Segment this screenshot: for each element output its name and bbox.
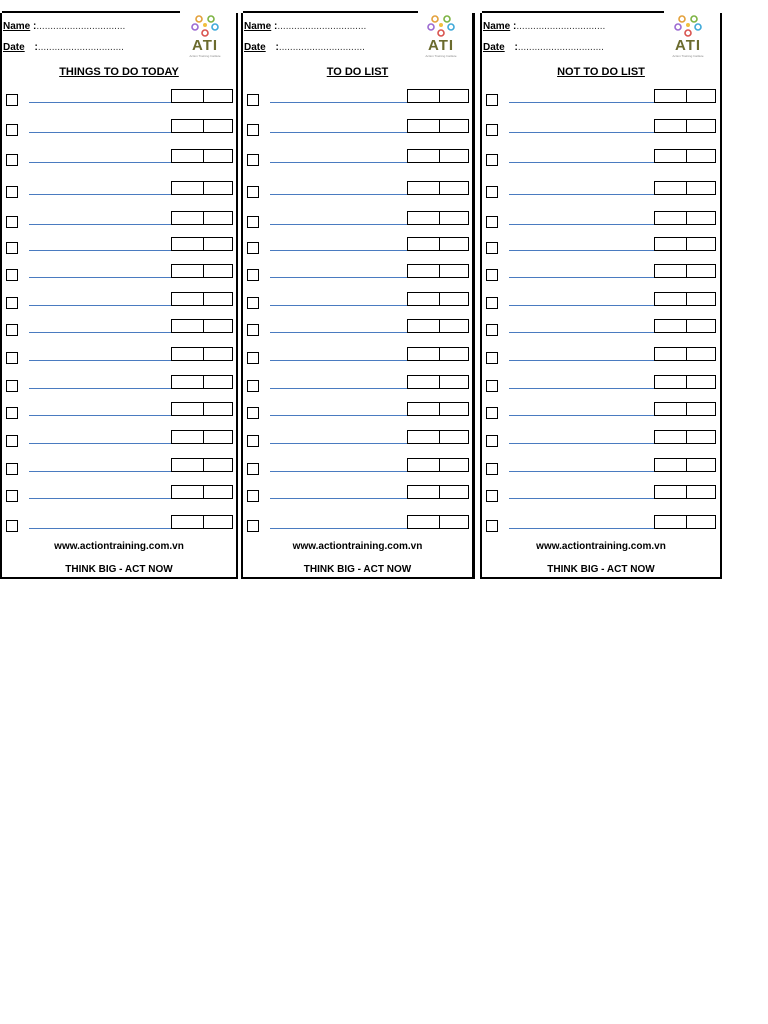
time-box[interactable]: [171, 402, 233, 416]
time-box[interactable]: [407, 211, 469, 225]
checkbox[interactable]: [6, 520, 18, 532]
time-box[interactable]: [407, 237, 469, 251]
checkbox[interactable]: [6, 154, 18, 166]
task-line[interactable]: [29, 305, 172, 306]
name-field[interactable]: ................................: [516, 21, 606, 32]
time-box[interactable]: [171, 515, 233, 529]
checkbox[interactable]: [486, 186, 498, 198]
time-box-divider: [203, 348, 204, 360]
time-box-divider: [439, 182, 440, 194]
checkbox[interactable]: [6, 435, 18, 447]
date-label: Date: [244, 42, 266, 53]
task-line[interactable]: [29, 102, 172, 103]
checklist-row: [482, 211, 720, 233]
panel-things-to-do-today: [0, 13, 238, 579]
time-box-divider: [439, 403, 440, 415]
checklist-row: [243, 458, 472, 480]
footer-tagline: THINK BIG - ACT NOW: [303, 564, 412, 575]
time-box[interactable]: [654, 119, 716, 133]
time-box[interactable]: [654, 375, 716, 389]
checkbox[interactable]: [486, 94, 498, 106]
logo-text: ATI: [674, 37, 702, 54]
time-box-divider: [439, 150, 440, 162]
time-box-divider: [686, 238, 687, 250]
date-label: Date: [483, 42, 505, 53]
checklist-row: [482, 319, 720, 341]
time-box-divider: [439, 293, 440, 305]
checkbox[interactable]: [247, 463, 259, 475]
time-box-divider: [203, 376, 204, 388]
time-box-divider: [439, 238, 440, 250]
task-line[interactable]: [29, 194, 172, 195]
panel-divider: [474, 13, 475, 579]
checkbox[interactable]: [247, 324, 259, 336]
time-box[interactable]: [171, 181, 233, 195]
task-line[interactable]: [270, 305, 409, 306]
task-line[interactable]: [29, 498, 172, 499]
checkbox[interactable]: [247, 242, 259, 254]
checklist-row: [482, 89, 720, 111]
task-line[interactable]: [29, 277, 172, 278]
task-line[interactable]: [29, 528, 172, 529]
colon: :: [34, 42, 38, 53]
time-box[interactable]: [407, 89, 469, 103]
task-line[interactable]: [509, 250, 655, 251]
checklist-row: [243, 430, 472, 452]
checkbox[interactable]: [486, 352, 498, 364]
time-box-divider: [439, 265, 440, 277]
footer-url: www.actiontraining.com.vn: [54, 541, 184, 552]
panel-not-to-do-list: [480, 13, 722, 579]
checklist-row: [482, 237, 720, 259]
checkbox[interactable]: [247, 186, 259, 198]
checklist-row: [2, 430, 236, 452]
checklist-row: [2, 485, 236, 507]
task-line[interactable]: [29, 415, 172, 416]
checkbox[interactable]: [247, 216, 259, 228]
time-box[interactable]: [407, 402, 469, 416]
time-box-divider: [686, 486, 687, 498]
checkbox[interactable]: [6, 297, 18, 309]
checklist-row: [243, 89, 472, 111]
checkbox[interactable]: [6, 186, 18, 198]
time-box[interactable]: [654, 264, 716, 278]
checkbox[interactable]: [486, 520, 498, 532]
checkbox[interactable]: [6, 352, 18, 364]
checkbox[interactable]: [486, 324, 498, 336]
checkbox[interactable]: [486, 216, 498, 228]
time-box-divider: [203, 120, 204, 132]
checklist-row: [243, 292, 472, 314]
date-field[interactable]: ...............................: [37, 42, 124, 53]
task-line[interactable]: [509, 332, 655, 333]
time-box-divider: [203, 320, 204, 332]
time-box-divider: [439, 90, 440, 102]
checkbox[interactable]: [6, 94, 18, 106]
time-box[interactable]: [171, 119, 233, 133]
time-box[interactable]: [407, 375, 469, 389]
checklist-row: [243, 319, 472, 341]
checklist-row: [2, 237, 236, 259]
checklist-row: [482, 430, 720, 452]
time-box-divider: [439, 376, 440, 388]
ati-logo: [419, 13, 463, 61]
task-line[interactable]: [270, 528, 409, 529]
task-line[interactable]: [29, 388, 172, 389]
checklist-row: [2, 211, 236, 233]
task-line[interactable]: [509, 132, 655, 133]
name-field[interactable]: ................................: [277, 21, 367, 32]
checklist-row: [482, 347, 720, 369]
panel-to-do-list: [241, 13, 474, 579]
time-box[interactable]: [407, 347, 469, 361]
checklist-row: [482, 458, 720, 480]
task-line[interactable]: [270, 443, 409, 444]
time-box[interactable]: [407, 319, 469, 333]
top-border: [482, 11, 664, 13]
time-box-divider: [686, 459, 687, 471]
time-box-divider: [203, 90, 204, 102]
checklist-row: [482, 375, 720, 397]
date-row: [244, 42, 365, 53]
ati-logo: [183, 13, 227, 61]
checklist-row: [482, 485, 720, 507]
time-box[interactable]: [171, 264, 233, 278]
time-box[interactable]: [654, 319, 716, 333]
colon: :: [33, 21, 37, 32]
time-box[interactable]: [654, 430, 716, 444]
date-row: [3, 42, 124, 53]
time-box[interactable]: [407, 515, 469, 529]
checklist-row: [2, 89, 236, 111]
time-box[interactable]: [171, 292, 233, 306]
checkbox[interactable]: [247, 269, 259, 281]
time-box[interactable]: [407, 458, 469, 472]
time-box[interactable]: [171, 211, 233, 225]
time-box[interactable]: [654, 89, 716, 103]
logo-tagline: Action Training Institute: [189, 54, 221, 58]
logo-tagline: Action Training Institute: [672, 54, 704, 58]
name-row: [3, 21, 125, 32]
time-box-divider: [439, 320, 440, 332]
date-row: [483, 42, 604, 53]
time-box[interactable]: [171, 149, 233, 163]
time-box[interactable]: [407, 119, 469, 133]
logo-text: ATI: [427, 37, 455, 54]
date-field[interactable]: ...............................: [278, 42, 365, 53]
task-line[interactable]: [29, 250, 172, 251]
time-box-divider: [439, 348, 440, 360]
checkbox[interactable]: [486, 490, 498, 502]
logo-tagline: Action Training Institute: [425, 54, 457, 58]
date-label: Date: [3, 42, 25, 53]
panel-title: TO DO LIST: [326, 66, 389, 78]
colon: :: [513, 21, 517, 32]
time-box-divider: [686, 150, 687, 162]
name-field[interactable]: ................................: [36, 21, 126, 32]
task-line[interactable]: [509, 224, 655, 225]
checklist-row: [482, 292, 720, 314]
checklist-row: [2, 458, 236, 480]
time-box-divider: [686, 431, 687, 443]
ati-flower-icon: [419, 13, 463, 39]
name-label: Name: [483, 21, 511, 32]
time-box[interactable]: [171, 485, 233, 499]
task-line[interactable]: [509, 415, 655, 416]
time-box[interactable]: [171, 458, 233, 472]
checklist-row: [243, 181, 472, 203]
checklist-row: [2, 264, 236, 286]
checkbox[interactable]: [486, 242, 498, 254]
checklist-row: [482, 515, 720, 537]
task-line[interactable]: [270, 132, 409, 133]
time-box[interactable]: [654, 485, 716, 499]
date-field[interactable]: ...............................: [517, 42, 604, 53]
checklist-row: [2, 119, 236, 141]
checklist-row: [2, 181, 236, 203]
checklist-row: [243, 264, 472, 286]
task-line[interactable]: [29, 162, 172, 163]
time-box[interactable]: [654, 347, 716, 361]
time-box-divider: [686, 403, 687, 415]
time-box-divider: [203, 293, 204, 305]
checkbox[interactable]: [247, 520, 259, 532]
task-line[interactable]: [509, 102, 655, 103]
time-box[interactable]: [171, 375, 233, 389]
ati-flower-icon: [183, 13, 227, 39]
checkbox[interactable]: [486, 407, 498, 419]
checklist-row: [243, 237, 472, 259]
time-box-divider: [686, 265, 687, 277]
checkbox[interactable]: [247, 94, 259, 106]
task-line[interactable]: [509, 388, 655, 389]
checkbox[interactable]: [6, 124, 18, 136]
checkbox[interactable]: [486, 154, 498, 166]
time-box[interactable]: [654, 211, 716, 225]
checklist-row: [482, 181, 720, 203]
task-line[interactable]: [29, 360, 172, 361]
checklist-row: [482, 149, 720, 171]
time-box-divider: [203, 431, 204, 443]
time-box[interactable]: [407, 149, 469, 163]
checklist-row: [243, 211, 472, 233]
checkbox[interactable]: [6, 380, 18, 392]
time-box-divider: [686, 320, 687, 332]
task-line[interactable]: [509, 305, 655, 306]
time-box-divider: [203, 150, 204, 162]
task-line[interactable]: [509, 443, 655, 444]
time-box-divider: [203, 238, 204, 250]
checkbox[interactable]: [6, 216, 18, 228]
task-line[interactable]: [509, 277, 655, 278]
checkbox[interactable]: [247, 490, 259, 502]
task-line[interactable]: [509, 194, 655, 195]
checklist-row: [482, 119, 720, 141]
checkbox[interactable]: [486, 124, 498, 136]
footer-url: www.actiontraining.com.vn: [536, 541, 666, 552]
time-box[interactable]: [407, 485, 469, 499]
checklist-row: [2, 347, 236, 369]
time-box[interactable]: [407, 430, 469, 444]
task-line[interactable]: [29, 224, 172, 225]
time-box-divider: [203, 403, 204, 415]
time-box-divider: [686, 120, 687, 132]
time-box-divider: [686, 90, 687, 102]
checklist-row: [482, 264, 720, 286]
checklist-row: [2, 375, 236, 397]
time-box[interactable]: [407, 264, 469, 278]
name-row: [483, 21, 605, 32]
panel-title: THINGS TO DO TODAY: [59, 66, 179, 78]
time-box-divider: [203, 212, 204, 224]
time-box-divider: [439, 486, 440, 498]
task-line[interactable]: [270, 277, 409, 278]
task-line[interactable]: [270, 360, 409, 361]
time-box-divider: [686, 182, 687, 194]
checkbox[interactable]: [247, 380, 259, 392]
checklist-row: [2, 149, 236, 171]
task-line[interactable]: [270, 162, 409, 163]
time-box[interactable]: [654, 149, 716, 163]
task-line[interactable]: [29, 471, 172, 472]
task-line[interactable]: [509, 528, 655, 529]
task-line[interactable]: [270, 471, 409, 472]
time-box-divider: [439, 431, 440, 443]
time-box-divider: [439, 516, 440, 528]
checkbox[interactable]: [6, 490, 18, 502]
checklist-row: [2, 515, 236, 537]
time-box[interactable]: [654, 292, 716, 306]
time-box[interactable]: [407, 181, 469, 195]
task-line[interactable]: [270, 332, 409, 333]
time-box[interactable]: [171, 319, 233, 333]
checkbox[interactable]: [247, 407, 259, 419]
checklist-row: [243, 402, 472, 424]
time-box-divider: [203, 459, 204, 471]
checklist-row: [243, 375, 472, 397]
name-label: Name: [244, 21, 272, 32]
time-box-divider: [203, 516, 204, 528]
checkbox[interactable]: [6, 407, 18, 419]
time-box[interactable]: [171, 347, 233, 361]
task-line[interactable]: [270, 194, 409, 195]
checkbox[interactable]: [247, 352, 259, 364]
checkbox[interactable]: [247, 124, 259, 136]
colon: :: [275, 42, 279, 53]
colon: :: [514, 42, 518, 53]
footer-tagline: THINK BIG - ACT NOW: [547, 564, 655, 575]
task-line[interactable]: [29, 443, 172, 444]
checklist-row: [243, 149, 472, 171]
logo-text: ATI: [191, 37, 219, 54]
task-line[interactable]: [509, 360, 655, 361]
time-box-divider: [686, 516, 687, 528]
footer-url: www.actiontraining.com.vn: [292, 541, 423, 552]
task-line[interactable]: [509, 498, 655, 499]
footer-tagline: THINK BIG - ACT NOW: [65, 564, 173, 575]
checkbox[interactable]: [486, 269, 498, 281]
checkbox[interactable]: [6, 242, 18, 254]
checkbox[interactable]: [486, 380, 498, 392]
checklist-row: [243, 515, 472, 537]
time-box[interactable]: [171, 237, 233, 251]
task-line[interactable]: [29, 132, 172, 133]
checklist-row: [2, 319, 236, 341]
task-line[interactable]: [270, 102, 409, 103]
time-box-divider: [439, 120, 440, 132]
top-border: [2, 11, 180, 13]
checkbox[interactable]: [6, 269, 18, 281]
task-line[interactable]: [509, 471, 655, 472]
ati-flower-icon: [666, 13, 710, 39]
checkbox[interactable]: [486, 297, 498, 309]
checkbox[interactable]: [247, 297, 259, 309]
task-line[interactable]: [270, 415, 409, 416]
time-box[interactable]: [654, 181, 716, 195]
time-box[interactable]: [171, 89, 233, 103]
checkbox[interactable]: [247, 435, 259, 447]
checkbox[interactable]: [6, 463, 18, 475]
task-line[interactable]: [509, 162, 655, 163]
time-box[interactable]: [654, 515, 716, 529]
checklist-row: [243, 485, 472, 507]
time-box-divider: [439, 212, 440, 224]
ati-logo: [666, 13, 710, 61]
task-line[interactable]: [270, 250, 409, 251]
time-box[interactable]: [654, 458, 716, 472]
checklist-row: [2, 292, 236, 314]
name-row: [244, 21, 366, 32]
task-line[interactable]: [270, 388, 409, 389]
time-box[interactable]: [654, 402, 716, 416]
time-box[interactable]: [407, 292, 469, 306]
time-box[interactable]: [171, 430, 233, 444]
time-box-divider: [203, 265, 204, 277]
time-box-divider: [686, 376, 687, 388]
time-box-divider: [203, 486, 204, 498]
colon: :: [274, 21, 278, 32]
time-box-divider: [203, 182, 204, 194]
time-box-divider: [686, 212, 687, 224]
checkbox[interactable]: [486, 463, 498, 475]
checkbox[interactable]: [486, 435, 498, 447]
time-box[interactable]: [654, 237, 716, 251]
name-label: Name: [3, 21, 31, 32]
panel-title: NOT TO DO LIST: [557, 66, 645, 78]
checklist-row: [243, 119, 472, 141]
checklist-row: [2, 402, 236, 424]
top-border: [243, 11, 418, 13]
time-box-divider: [439, 459, 440, 471]
task-line[interactable]: [270, 498, 409, 499]
task-line[interactable]: [270, 224, 409, 225]
checklist-row: [243, 347, 472, 369]
checklist-row: [482, 402, 720, 424]
checkbox[interactable]: [6, 324, 18, 336]
time-box-divider: [686, 348, 687, 360]
task-line[interactable]: [29, 332, 172, 333]
checkbox[interactable]: [247, 154, 259, 166]
time-box-divider: [686, 293, 687, 305]
